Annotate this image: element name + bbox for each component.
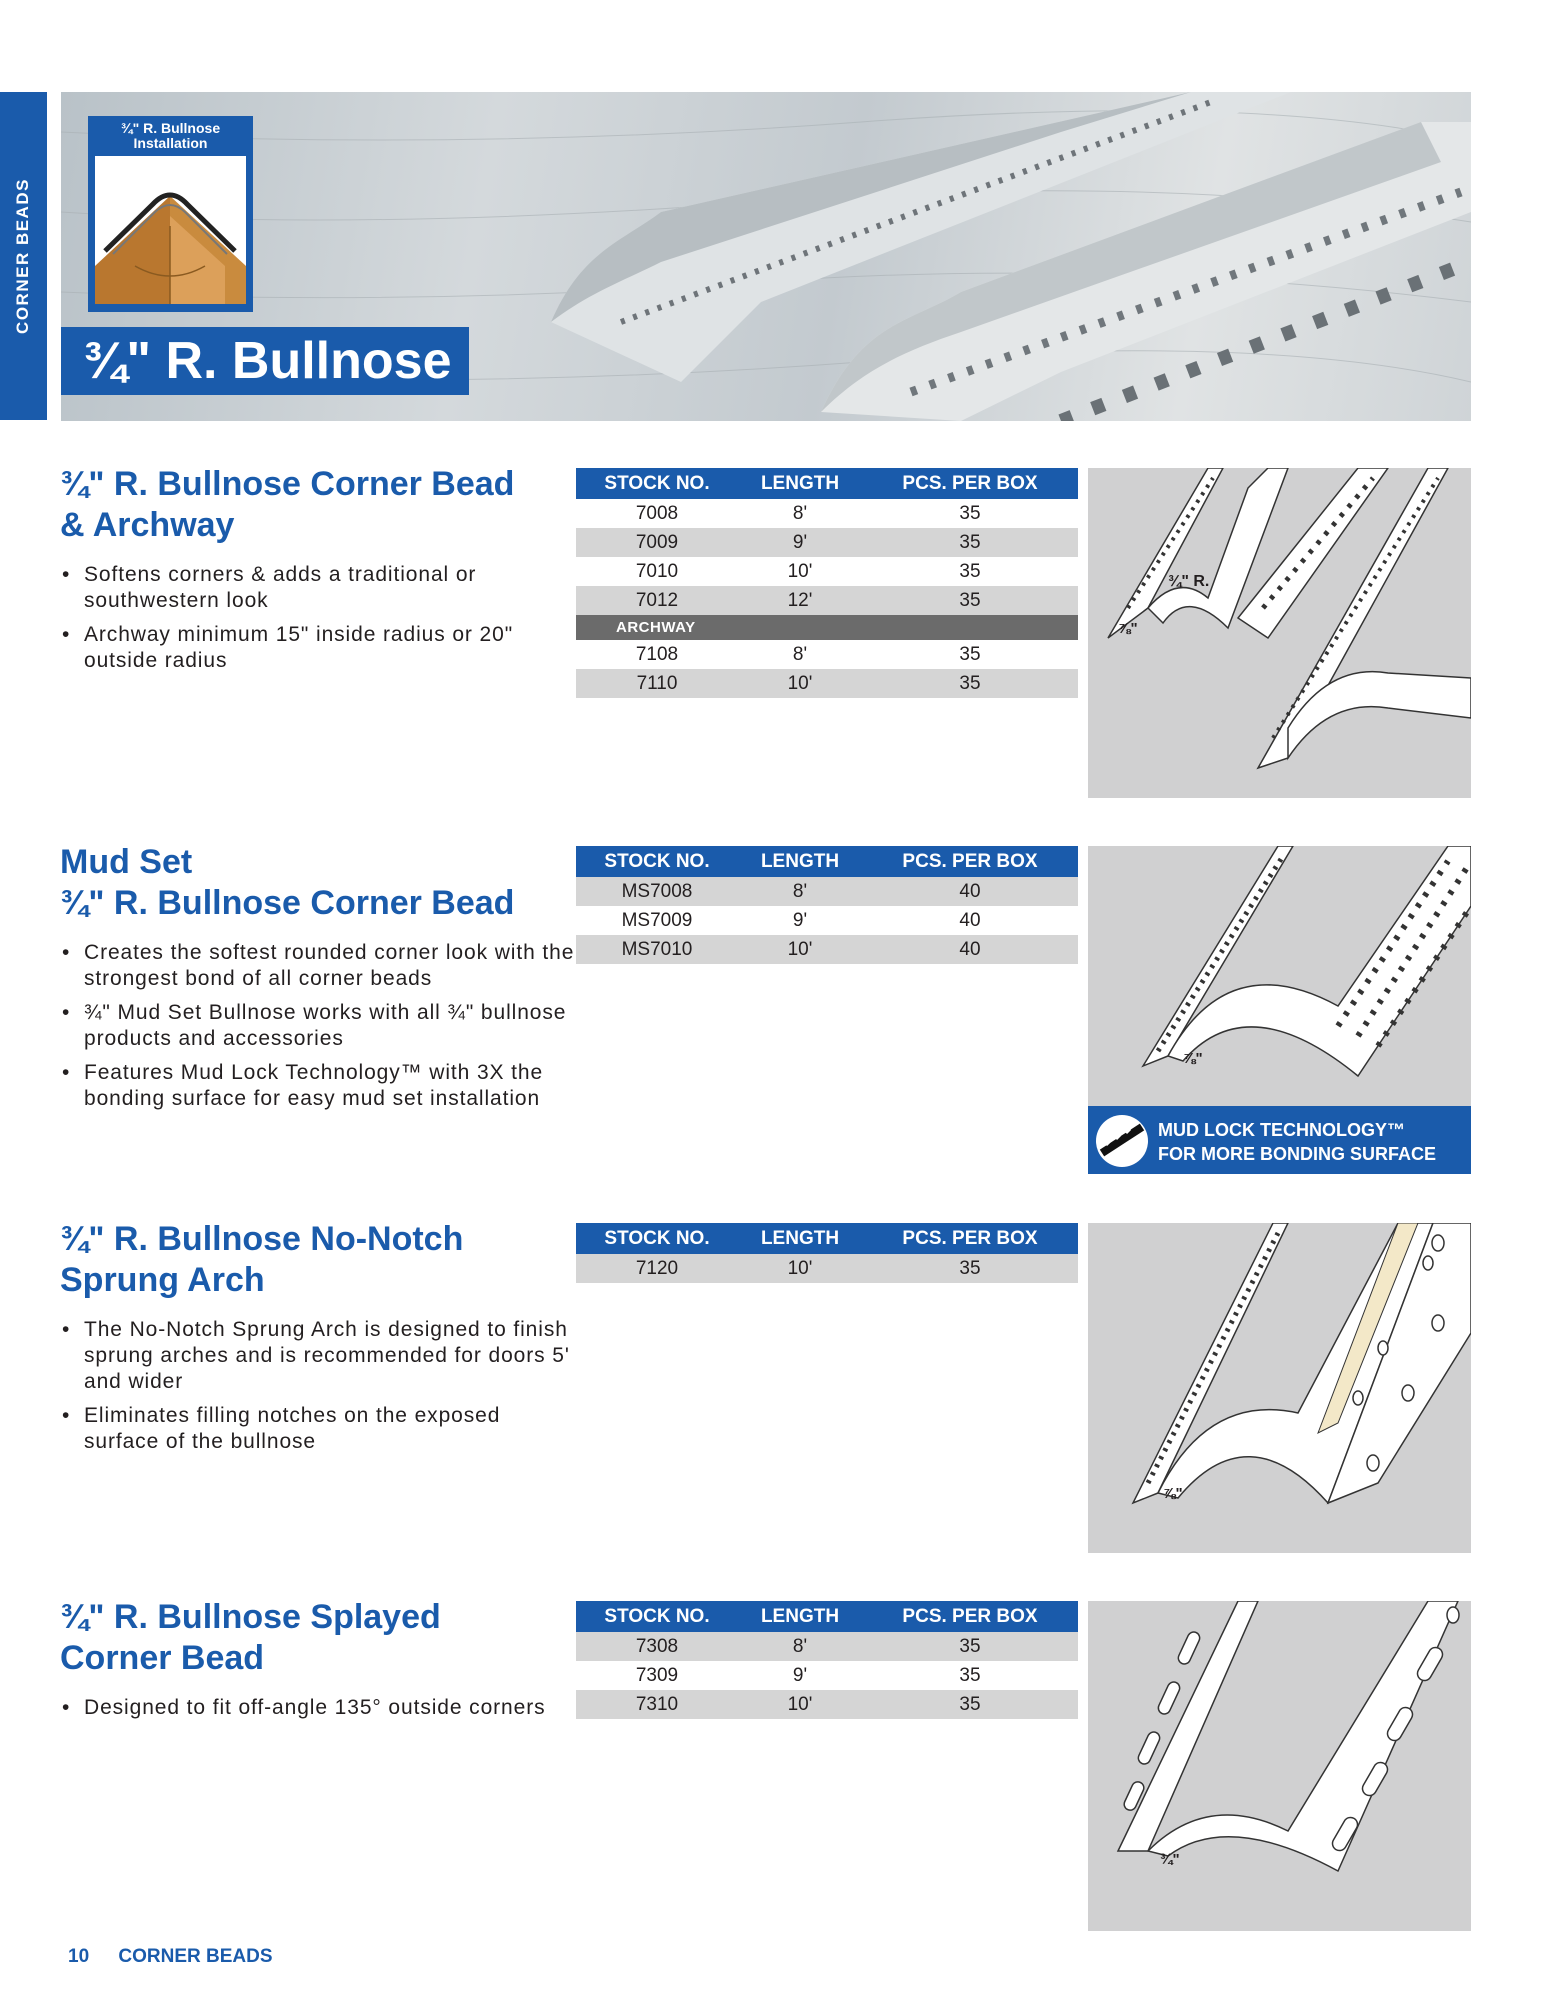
flange-label: ⅞"	[1183, 1050, 1203, 1067]
list-item: • Archway minimum 15" inside radius or 20" outside radius	[60, 622, 560, 674]
table-row: 7108 8' 35	[635, 643, 981, 665]
side-tab-label: CORNER BEADS	[13, 178, 32, 334]
list-item: • Designed to fit off-angle 135° outside corners	[60, 1695, 560, 1721]
section-4-bullets	[60, 1695, 560, 1729]
flange-label: ⅞"	[1163, 1485, 1183, 1502]
table-header: STOCK NO. LENGTH PCS. PER BOX	[576, 1601, 1078, 1632]
mud-lock-icon	[1096, 1115, 1148, 1167]
list-item: • Softens corners & adds a traditional or southwestern look	[60, 562, 560, 614]
table-row: 7110 10' 35	[576, 669, 1078, 698]
section-1-title: ¾" R. Bullnose Corner Bead & Archway	[60, 465, 515, 544]
table-header: STOCK NO. LENGTH PCS. PER BOX	[576, 846, 1078, 877]
section-4-table	[576, 1601, 1078, 1719]
table-row: 7309 9' 35	[635, 1664, 981, 1686]
table-header: STOCK NO. LENGTH PCS. PER BOX	[576, 468, 1078, 499]
flange-label: ¾"	[1160, 1851, 1180, 1868]
table-row: MS7008 8' 40	[576, 877, 1078, 906]
inset-caption: ¾" R. Bullnose Installation	[120, 120, 221, 151]
table-row: 7120 10' 35	[576, 1254, 1078, 1283]
page-number: 10	[68, 1946, 90, 1967]
section-4-diagram	[1088, 1601, 1471, 1931]
section-1-table	[576, 468, 1078, 698]
list-item: • Creates the softest rounded corner look with the strongest bond of all corner beads	[60, 940, 580, 992]
page-footer	[68, 1946, 273, 1968]
table-row: 7010 10' 35	[635, 560, 981, 582]
section-3-bullets	[60, 1317, 570, 1463]
section-3-diagram	[1088, 1223, 1471, 1553]
list-item: • ¾" Mud Set Bullnose works with all ¾" bullnose products and accessories	[60, 1000, 580, 1052]
section-2-table	[576, 846, 1078, 964]
hero-title: ¾" R. Bullnose	[61, 327, 469, 395]
side-tab	[0, 92, 47, 420]
section-2-diagram	[1088, 846, 1471, 1106]
mud-lock-badge: MUD LOCK TECHNOLOGY™ FOR MORE BONDING SURFACE	[1088, 1106, 1471, 1174]
table-row: MS7010 10' 40	[576, 935, 1078, 964]
table-header: STOCK NO. LENGTH PCS. PER BOX	[576, 1223, 1078, 1254]
table-row: 7310 10' 35	[576, 1690, 1078, 1719]
table-subheader: ARCHWAY	[576, 615, 1078, 640]
hero-banner	[61, 92, 1471, 421]
section-3-table	[576, 1223, 1078, 1283]
list-item: • Features Mud Lock Technology™ with 3X the bonding surface for easy mud set installation	[60, 1060, 580, 1112]
list-item: • Eliminates filling notches on the exposed surface of the bullnose	[60, 1403, 570, 1455]
footer-section-name: CORNER BEADS	[118, 1946, 273, 1967]
table-row: 7308 8' 35	[576, 1632, 1078, 1661]
section-1-diagram	[1088, 468, 1471, 798]
table-row: 7009 9' 35	[576, 528, 1078, 557]
flange-label: ⅞"	[1118, 620, 1138, 637]
table-row: MS7009 9' 40	[621, 909, 981, 931]
list-item: • The No-Notch Sprung Arch is designed to finish sprung arches and is recommended for doors 5' and wider	[60, 1317, 570, 1395]
section-2-title: Mud Set ¾" R. Bullnose Corner Bead	[60, 843, 515, 922]
table-row: 7008 8' 35	[635, 502, 981, 524]
table-row: 7012 12' 35	[576, 586, 1078, 615]
installation-diagram	[95, 156, 246, 304]
radius-label: ¾" R.	[1168, 573, 1210, 590]
section-4-title: ¾" R. Bullnose Splayed Corner Bead	[60, 1598, 441, 1677]
installation-inset	[88, 116, 253, 312]
section-1-bullets	[60, 562, 560, 682]
section-2-bullets	[60, 940, 580, 1120]
section-3-title: ¾" R. Bullnose No-Notch Sprung Arch	[60, 1220, 464, 1299]
